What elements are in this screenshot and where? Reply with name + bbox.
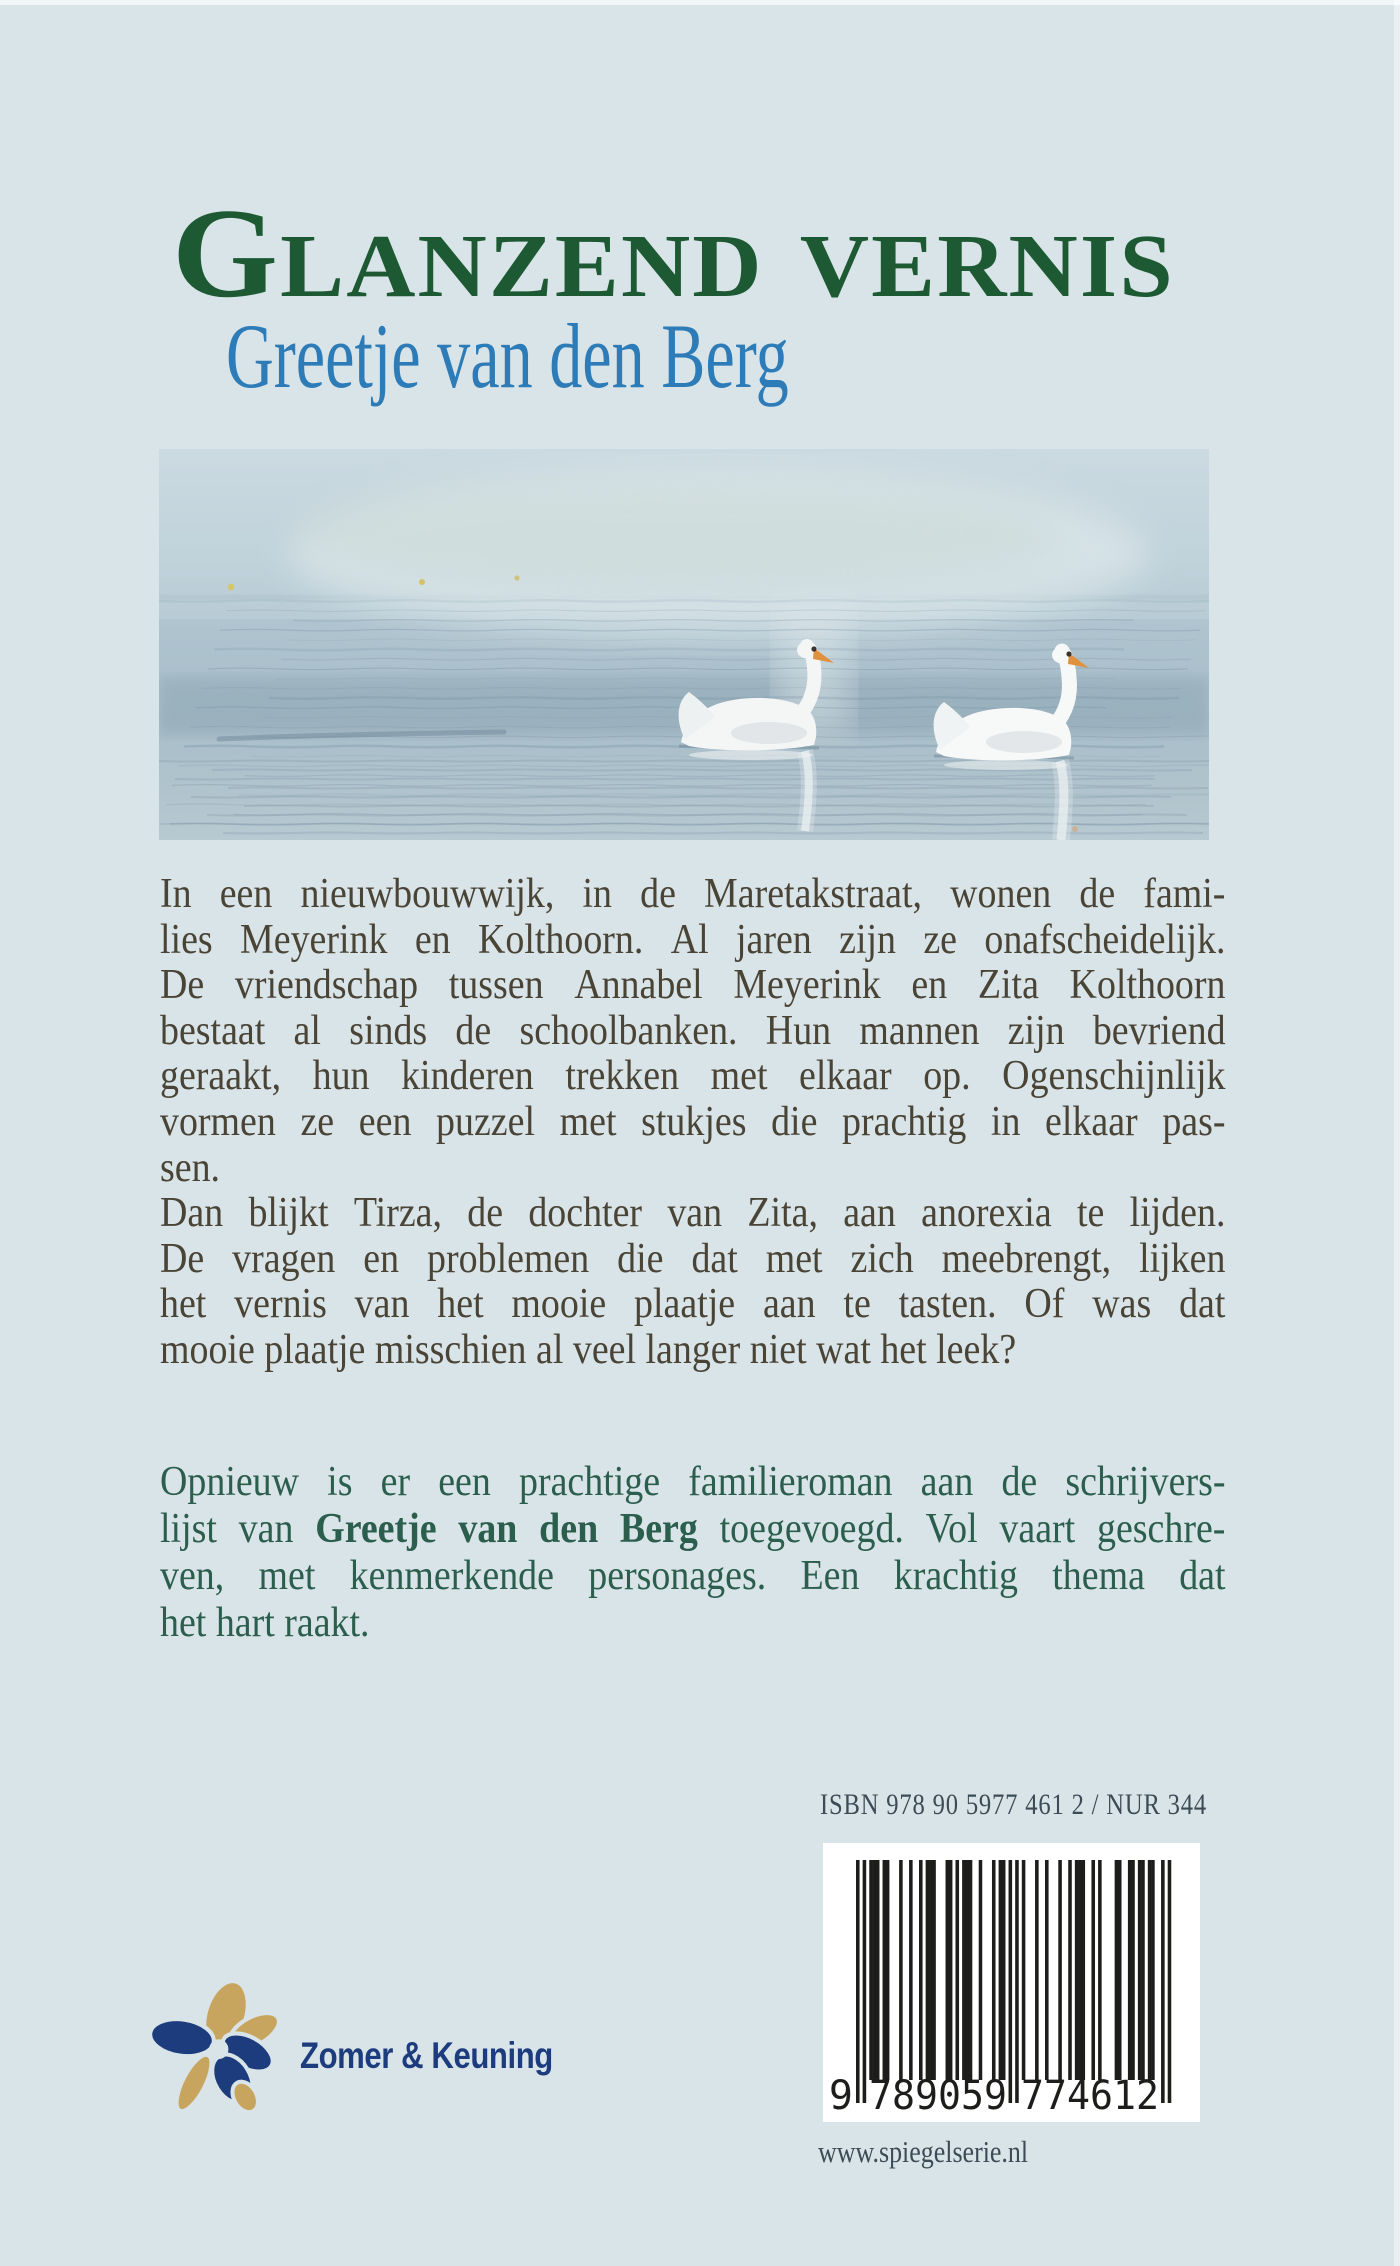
blurb-text [160,872,1226,1374]
text-line: Opnieuw is er een prachtige familieroman aan de schrijvers- [160,1459,1226,1505]
website-url: www.spiegelserie.nl [818,2134,1029,2169]
publisher-name: Zomer & Keuning [300,2035,553,2076]
book-title: Glanzend vernis [172,182,1175,324]
text-line: het vernis van het mooie plaatje aan te tasten. Of was dat [160,1281,1226,1328]
text-line: vormen ze een puzzel met stukjes die prachtig in elkaar pas- [160,1098,1226,1145]
barcode [823,1843,1200,2122]
text-line: mooie plaatje misschien al veel langer niet wat het leek? [160,1326,1017,1373]
text-line: In een nieuwbouwwijk, in de Maretakstraat, wonen de fami- [160,871,1226,917]
isbn-text: ISBN 978 90 5977 461 2 / NUR 344 [820,1788,1208,1821]
publisher-flower-logo-icon [150,1980,286,2120]
text-line: bestaat al sinds de schoolbanken. Hun mannen zijn bevriend [160,1007,1226,1054]
text-line: De vriendschap tussen Annabel Meyerink en Zita Kolthoorn [160,962,1226,1009]
text-line: geraakt, hun kinderen trekken met elkaar op. Ogenschijnlijk [160,1053,1226,1100]
cover-photo-swans [159,449,1209,840]
text-line: sen. [160,1144,221,1191]
text-line: Dan blijkt Tirza, de dochter van Zita, aan anorexia te lijden. [160,1190,1226,1237]
book-author: Greetje van den Berg [226,305,789,407]
barcode-digits: 789059 [869,2073,1007,2119]
page-edge-right [1394,0,1400,2266]
barcode-digits: 9 [828,2073,853,2119]
text-line: lijst van Greetje van den Berg toegevoegd. Vol vaart geschre- [160,1506,1226,1552]
page-edge-top [0,0,1400,5]
text-line: ven, met kenmerkende personages. Een krachtig thema dat [160,1553,1226,1599]
lake-background [159,449,1209,840]
review-text [160,1459,1226,1647]
text-line: het hart raakt. [160,1600,370,1646]
text-line: lies Meyerink en Kolthoorn. Al jaren zijn ze onafscheidelijk. [160,916,1226,963]
text-line: De vragen en problemen die dat met zich meebrengt, lijken [160,1235,1226,1282]
barcode-digits: 774612 [1021,2073,1159,2119]
